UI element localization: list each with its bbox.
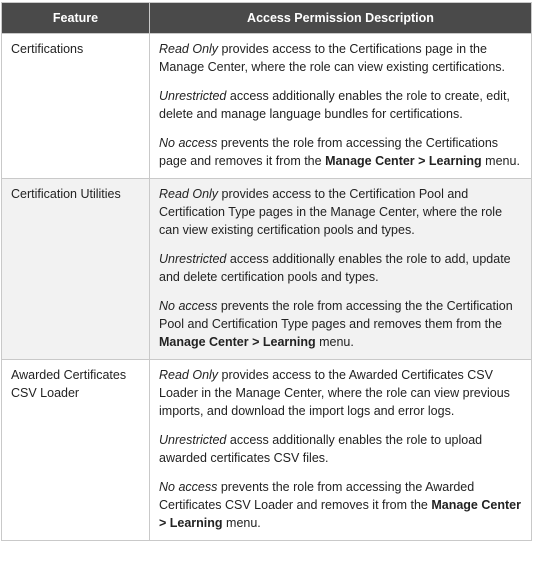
unrestricted-paragraph (159, 87, 521, 123)
no-access-text-end: menu. (481, 154, 520, 168)
menu-path: Manage Center > Learning (159, 498, 521, 530)
unrestricted-term: Unrestricted (159, 433, 227, 447)
read-only-text: provides access to the Certifications page in the Manage Center, where the role can view existing certifications. (159, 42, 506, 74)
unrestricted-text: access additionally enables the role to create, edit, delete and manage language bundles for certifications. (159, 89, 510, 121)
table-row (2, 179, 532, 360)
unrestricted-paragraph (159, 431, 521, 467)
no-access-term: No access (159, 480, 218, 494)
read-only-term: Read Only (159, 187, 219, 201)
unrestricted-text: access additionally enables the role to upload awarded certificates CSV files. (159, 433, 483, 465)
no-access-text: prevents the role from accessing the Certifications page and removes it from the (159, 136, 499, 168)
table-row (2, 34, 532, 179)
read-only-paragraph (159, 366, 521, 420)
menu-path: Manage Center > Learning (325, 154, 482, 168)
feature-cell: Certification Utilities (2, 179, 150, 360)
no-access-paragraph (159, 134, 521, 170)
feature-column-header: Feature (2, 3, 150, 34)
read-only-text: provides access to the Awarded Certificates CSV Loader in the Manage Center, where the role can view previous imports, and download the import logs and error logs. (159, 368, 510, 418)
description-column-header: Access Permission Description (150, 3, 532, 34)
unrestricted-text: access additionally enables the role to add, update and delete certification pools and types. (159, 252, 511, 284)
no-access-text: prevents the role from accessing the Awarded Certificates CSV Loader and removes it from the (159, 480, 475, 512)
menu-path: Manage Center > Learning (159, 335, 316, 349)
no-access-text: prevents the role from accessing the the Certification Pool and Certification Type pages and removes them from the (159, 299, 513, 331)
no-access-term: No access (159, 299, 218, 313)
read-only-text: provides access to the Certification Pool and Certification Type pages in the Manage Center, where the role can view existing certification pools and types. (159, 187, 503, 237)
read-only-term: Read Only (159, 368, 219, 382)
description-cell (150, 360, 532, 541)
description-cell (150, 179, 532, 360)
unrestricted-term: Unrestricted (159, 89, 227, 103)
table-row (2, 360, 532, 541)
read-only-paragraph (159, 185, 521, 239)
no-access-text-end: menu. (222, 516, 261, 530)
feature-cell: Awarded Certificates CSV Loader (2, 360, 150, 541)
unrestricted-term: Unrestricted (159, 252, 227, 266)
description-cell (150, 34, 532, 179)
read-only-term: Read Only (159, 42, 219, 56)
no-access-term: No access (159, 136, 218, 150)
permissions-table (1, 2, 532, 541)
no-access-paragraph (159, 478, 521, 532)
unrestricted-paragraph (159, 250, 521, 286)
no-access-paragraph (159, 297, 521, 351)
feature-cell: Certifications (2, 34, 150, 179)
table-header-row (2, 3, 532, 34)
read-only-paragraph (159, 40, 521, 76)
no-access-text-end: menu. (315, 335, 354, 349)
